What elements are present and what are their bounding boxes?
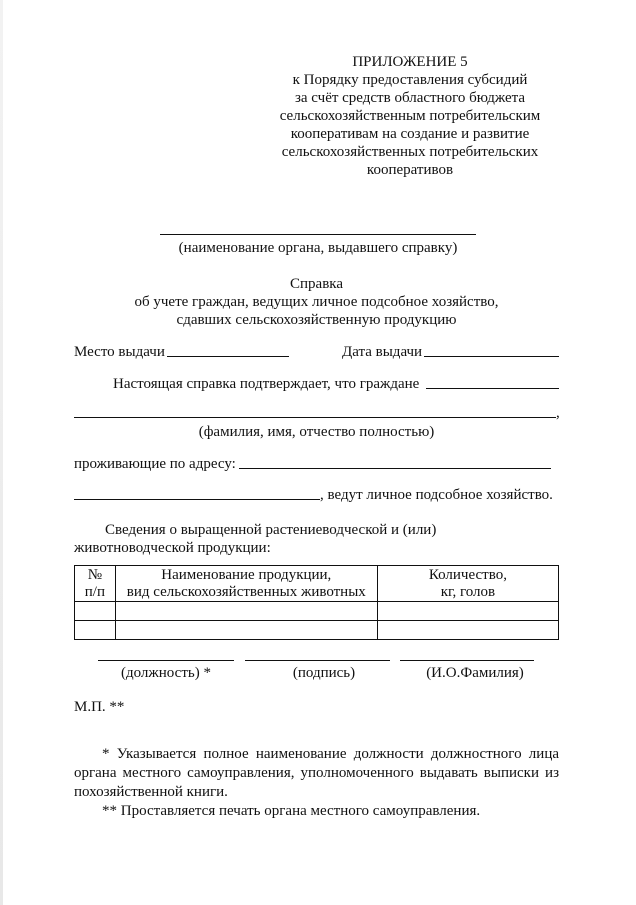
issuer-caption: (наименование органа, выдавшего справку) <box>178 240 458 256</box>
citizens-field[interactable] <box>426 388 559 389</box>
table-cell[interactable] <box>75 621 116 640</box>
name-line[interactable] <box>400 660 534 661</box>
footnote-stamp: ** Проставляется печать органа местного самоуправления. <box>102 803 481 819</box>
table-row <box>75 602 559 621</box>
fio-field[interactable] <box>74 417 556 418</box>
appendix-line: к Порядку предоставления субсидий <box>292 72 528 88</box>
date-field[interactable] <box>424 356 559 357</box>
info-text-line: Сведения о выращенной растениеводческой и (или) <box>105 522 437 538</box>
address-field[interactable] <box>239 468 551 469</box>
position-caption: (должность) * <box>121 665 211 681</box>
appendix-line: кооперативов <box>366 162 454 178</box>
table-cell[interactable] <box>115 602 377 621</box>
stamp-label: М.П. ** <box>74 699 125 715</box>
footnote-position: * Указывается полное наименование должности должностного лица органа местного самоуправления, уполномоченного выдавать выписки из похозяйственной книги. <box>74 746 559 800</box>
appendix-line: сельскохозяйственным потребительским <box>279 108 541 124</box>
appendix-line: кооперативам на создание и развитие <box>290 126 530 142</box>
issuer-line <box>160 234 476 235</box>
table-cell[interactable] <box>115 621 377 640</box>
header-quantity: Количество, кг, голов <box>377 566 558 602</box>
comma: , <box>556 405 560 421</box>
signature-line[interactable] <box>245 660 390 661</box>
position-line[interactable] <box>98 660 234 661</box>
table-header-row <box>75 566 559 602</box>
farming-text: , ведут личное подсобное хозяйство. <box>320 487 553 503</box>
doc-subtitle-line: сдавших сельскохозяйственную продукцию <box>176 312 457 328</box>
info-text-line: животноводческой продукции: <box>74 540 271 556</box>
doc-title: Справка <box>290 276 343 292</box>
table-cell[interactable] <box>377 621 558 640</box>
scan-edge <box>0 0 3 905</box>
signature-caption: (подпись) <box>292 665 356 681</box>
appendix-title: ПРИЛОЖЕНИЕ 5 <box>352 54 468 70</box>
appendix-line: за счёт средств областного бюджета <box>294 90 526 106</box>
address-field-continued[interactable] <box>74 499 320 500</box>
place-label: Место выдачи <box>74 344 165 360</box>
table-cell[interactable] <box>377 602 558 621</box>
fio-caption: (фамилия, имя, отчество полностью) <box>198 424 435 440</box>
address-label: проживающие по адресу: <box>74 456 236 472</box>
table-cell[interactable] <box>75 602 116 621</box>
appendix-header <box>262 53 558 179</box>
place-field[interactable] <box>167 356 289 357</box>
date-label: Дата выдачи <box>342 344 423 360</box>
table-row <box>75 621 559 640</box>
confirm-text: Настоящая справка подтверждает, что граждане <box>113 376 420 392</box>
doc-subtitle-line: об учете граждан, ведущих личное подсобное хозяйство, <box>134 294 499 310</box>
name-caption: (И.О.Фамилия) <box>426 665 524 681</box>
header-product: Наименование продукции, вид сельскохозяйственных животных <box>115 566 377 602</box>
header-number: № п/п <box>75 566 116 602</box>
production-table <box>74 565 559 640</box>
appendix-line: сельскохозяйственных потребительских <box>281 144 539 160</box>
